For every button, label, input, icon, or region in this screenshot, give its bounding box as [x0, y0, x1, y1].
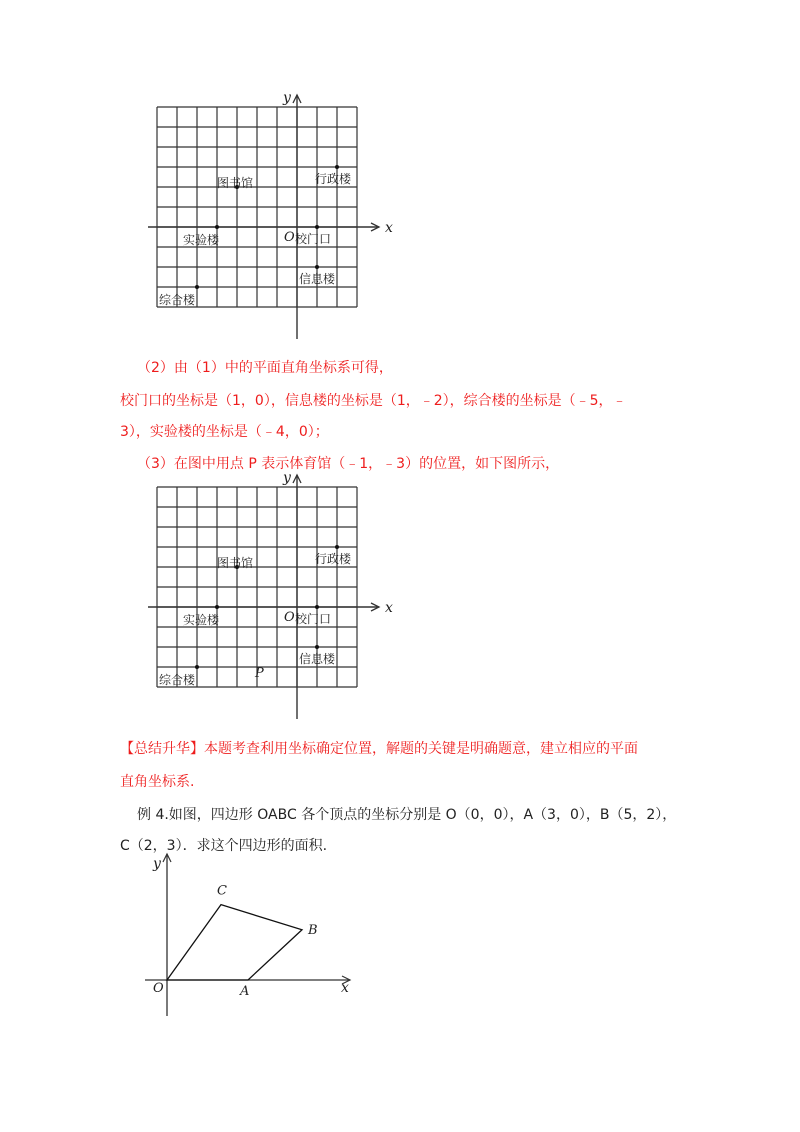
vertex-label: O — [153, 981, 164, 996]
point-marker — [335, 545, 339, 549]
quadrilateral — [167, 905, 302, 980]
point-marker — [195, 285, 199, 289]
point-label: 综合楼 — [159, 293, 196, 307]
point-marker — [315, 265, 319, 269]
point-label: 信息楼 — [299, 652, 336, 666]
vertex-label: C — [217, 883, 227, 899]
vertex-label: B — [308, 922, 318, 938]
point-label: 实验楼 — [183, 613, 220, 627]
point-label: P — [255, 666, 264, 681]
coordinate-grid-1 — [140, 90, 393, 345]
quadrilateral-figure — [145, 850, 360, 1020]
point-label: 校门口 — [295, 232, 332, 246]
quadrilateral-oabc — [145, 850, 360, 1020]
answer-part2-intro: （2）由（1）中的平面直角坐标系可得， — [137, 360, 393, 376]
campus-grid-figure-2 — [140, 470, 393, 725]
point-label: 行政楼 — [315, 552, 352, 566]
answer-part3: （3）在图中用点 P 表示体育馆（﹣1，﹣3）的位置，如下图所示， — [137, 456, 560, 472]
point-label: 实验楼 — [183, 233, 220, 247]
x-axis-label: x — [385, 600, 393, 616]
y-axis-label: y — [283, 90, 291, 106]
y-axis-label: y — [283, 470, 291, 486]
point-label: 信息楼 — [299, 272, 336, 286]
x-axis-label: x — [385, 220, 393, 236]
x-axis-label: x — [341, 980, 349, 996]
campus-grid-figure-1 — [140, 90, 393, 345]
example4-line1: 例 4.如图，四边形 OABC 各个顶点的坐标分别是 O（0，0），A（3，0），B（5，2）， — [137, 807, 677, 823]
y-axis-label: y — [153, 856, 161, 872]
point-marker — [335, 165, 339, 169]
point-label: 图书馆 — [217, 556, 254, 570]
origin-label: O — [284, 610, 295, 625]
summary-line1: 【总结升华】本题考查利用坐标确定位置，解题的关键是明确题意，建立相应的平面 — [120, 741, 638, 757]
point-label: 综合楼 — [159, 673, 196, 687]
point-marker — [315, 605, 319, 609]
point-marker — [315, 225, 319, 229]
answer-part2-line2: 3），实验楼的坐标是（﹣4，0）； — [120, 424, 329, 440]
point-label: 行政楼 — [315, 172, 352, 186]
point-marker — [215, 605, 219, 609]
point-label: 图书馆 — [217, 176, 254, 190]
point-marker — [215, 225, 219, 229]
point-marker — [315, 645, 319, 649]
answer-part2-line1: 校门口的坐标是（1，0），信息楼的坐标是（1，﹣2），综合楼的坐标是（﹣5，﹣ — [120, 393, 627, 409]
example4-line2: C（2，3）．求这个四边形的面积. — [120, 838, 328, 854]
vertex-label: A — [240, 984, 250, 999]
summary-line2: 直角坐标系. — [120, 774, 195, 790]
origin-label: O — [284, 230, 295, 245]
point-marker — [195, 665, 199, 669]
point-label: 校门口 — [295, 612, 332, 626]
coordinate-grid-2 — [140, 470, 393, 725]
